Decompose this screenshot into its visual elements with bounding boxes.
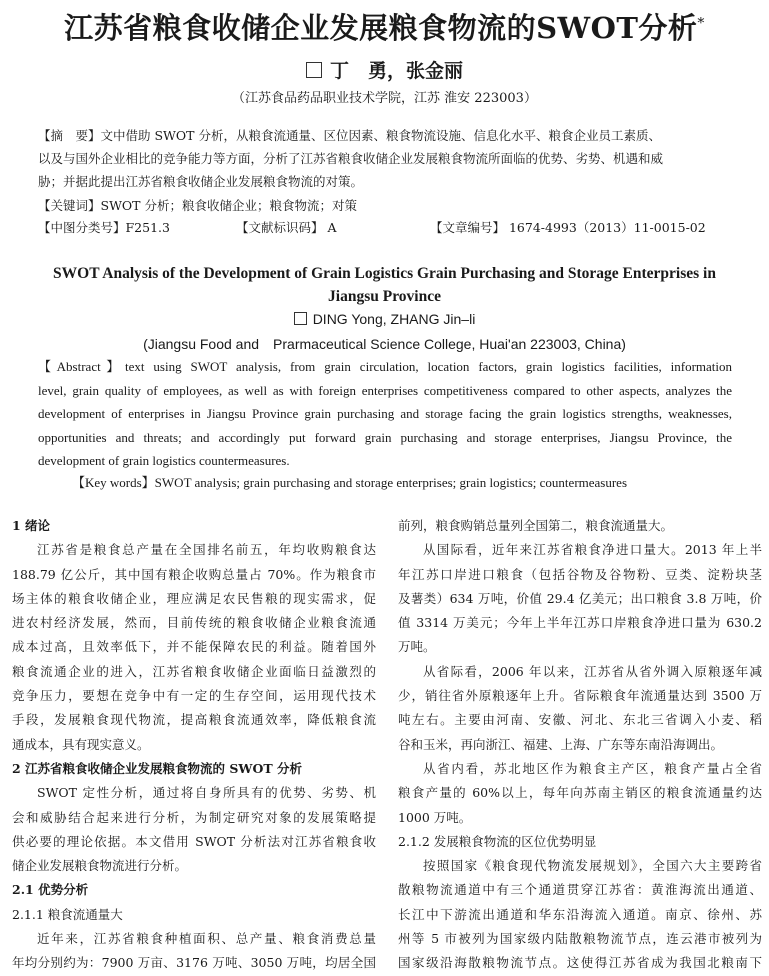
paragraph-line: 竞争压力，要想在竞争中有一定的生存空间，运用现代技术 (12, 688, 376, 704)
title-en-line: Jiangsu Province (328, 288, 441, 305)
abstract-en-line: development of grain logistics countermeasures. (38, 453, 290, 468)
paragraph-line: 188.79 亿公斤，其中国有粮企收购总量占 70%。作为粮食市 (12, 566, 376, 582)
checkbox-square-icon (306, 62, 322, 78)
abstract-cn-line: 胁；并据此提出江苏省粮食收储企业发展粮食物流的对策。 (38, 174, 364, 189)
paragraph-line: 手段，发展粮食现代物流，提高粮食流通效率，降低粮食流 (12, 712, 376, 728)
paragraph-line: 江苏省是粮食总产量在全国排名前五，年均收购粮食达 (37, 542, 376, 558)
paragraph-line: 年均分别约为：7900 万亩、3176 万吨、3050 万吨，均居全国 (12, 955, 376, 971)
paper-title-en (0, 262, 769, 308)
paragraph-line: 场主体的粮食收储企业，理应满足农民售粮的现实需求，促 (12, 590, 376, 606)
paragraph-line: 前列，粮食购销总量列全国第二，粮食流通量大。 (398, 518, 674, 533)
paragraph-line: 进农村经济发展，然而，目前传统的粮食收储企业粮食流通 (12, 615, 376, 631)
paragraph-line: 粮食流通企业的进入，江苏省粮食收储企业面临日益激烈的 (12, 663, 376, 679)
abstract-en-line: opportunities and threats; and accordingly put forward grain purchasing and storage enterprises, Jiangsu Province, the (38, 429, 732, 445)
affiliation-cn: （江苏食品药品职业技术学院，江苏 淮安 223003） (232, 91, 537, 106)
authors-cn-text: 丁 勇，张金丽 (329, 60, 463, 82)
title-en-line: SWOT Analysis of the Development of Grain Logistics Grain Purchasing and Storage Enterprises in (53, 265, 716, 282)
paragraph-line: 会和威胁结合起来进行分析，为制定研究对象的发展策略提 (12, 809, 376, 825)
abstract-cn-line: 【摘 要】文中借助 SWOT 分析，从粮食流通量、区位因素、粮食物流设施、信息化水平、粮食企业员工素质、 (38, 128, 661, 143)
body-column-right (398, 514, 762, 976)
body-column-left (12, 514, 376, 976)
paragraph-line: 散粮物流通道中有三个通道贯穿江苏省：黄淮海流出通道、 (398, 882, 762, 898)
keywords-en: 【Key words】SWOT analysis; grain purchasing and storage enterprises; grain logistics; countermeasures (72, 475, 628, 490)
abstract-en-line: level, grain quality of employees, as well as with foreign enterprises competitiveness compared to other aspects, analyzes the (38, 382, 732, 398)
paragraph-line: 年江苏口岸进口粮食（包括谷物及谷物粉、豆类、淀粉块茎 (398, 566, 762, 582)
paragraph-line: 通成本，具有现实意义。 (12, 736, 150, 752)
abstract-en (38, 355, 732, 473)
authors-cn (0, 56, 769, 83)
footnote-mark: * (697, 15, 705, 32)
paragraph-line: 万吨。 (398, 639, 436, 655)
keywords-cn: 【关键词】SWOT 分析；粮食收储企业；粮食物流；对策 (38, 198, 357, 213)
paragraph-line: 粮食产量的 60%以上，每年向苏南主销区的粮食流通量约达 (398, 785, 762, 801)
abstract-en-line: development of enterprises in Jiangsu Province grain purchasing and storage facing the grain logistics strengths, weaknesses, (38, 406, 732, 421)
paragraph-line: 及薯类）634 万吨，价值 29.4 亿美元；出口粮食 3.8 万吨，价 (398, 590, 762, 606)
paragraph-line: 供必要的理论依据。本文借用 SWOT 分析法对江苏省粮食收 (12, 833, 376, 849)
clc-number: 【中图分类号】F251.3 (38, 220, 170, 235)
authors-en-text: DING Yong, ZHANG Jin–li (312, 311, 476, 327)
paragraph-line: 从省际看，2006 年以来，江苏省从省外调入原粮逐年减 (423, 663, 762, 679)
paragraph-line: 国家级沿海散粮物流节点。这使得江苏省成为我国北粮南下 (398, 955, 762, 971)
abstract-cn (38, 124, 738, 193)
checkbox-square-icon (294, 312, 307, 325)
section-heading: 2 江苏省粮食收储企业发展粮食物流的 SWOT 分析 (12, 760, 303, 776)
paragraph-line: 1000 万吨。 (398, 809, 472, 825)
paragraph-line: 储企业发展粮食物流进行分析。 (12, 858, 188, 874)
abstract-en-line: 【Abstract】text using SWOT analysis, from grain circulation, location factors, grain logistics facilities, information (38, 359, 733, 374)
paragraph-line: 少，销往省外原粮逐年上升。省际粮食年流通量达到 3500 万 (398, 688, 762, 704)
article-number: 【文章编号】 1674-4993（2013）11-0015-02 (430, 220, 706, 235)
abstract-cn-line: 以及与国外企业相比的竞争能力等方面，分析了江苏省粮食收储企业发展粮食物流所面临的优势、劣势、机遇和威 (38, 151, 664, 166)
paragraph-line: 值 3314 万美元；今年上半年江苏口岸粮食净进口量为 630.2 (398, 615, 762, 631)
paragraph-line: 吨左右。主要由河南、安徽、河北、东北三省调入小麦、稻 (398, 712, 762, 728)
subsection-heading: 2.1.1 粮食流通量大 (12, 906, 123, 922)
section-heading: 2.1 优势分析 (12, 882, 89, 898)
paragraph-line: 近年来，江苏省粮食种植面积、总产量、粮食消费总量 (37, 931, 376, 947)
paragraph-line: SWOT 定性分析，通过将自身所具有的优势、劣势、机 (37, 785, 376, 801)
paper-title-cn: 江苏省粮食收储企业发展粮食物流的SWOT分析* (64, 11, 705, 45)
paragraph-line: 从国际看，近年来江苏省粮食净进口量大。2013 年上半 (423, 542, 762, 558)
subsection-heading: 2.1.2 发展粮食物流的区位优势明显 (398, 833, 597, 849)
paragraph-line: 谷和玉米，再向浙江、福建、上海、广东等东南沿海调出。 (398, 736, 724, 752)
authors-en (0, 311, 769, 327)
paragraph-line: 州等 5 市被列为国家级内陆散粮物流节点，连云港市被列为 (398, 931, 762, 947)
section-heading: 1 绪论 (12, 518, 51, 533)
paragraph-line: 成本过高，且效率低下，并不能保障农民的利益。随着国外 (12, 639, 376, 655)
paragraph-line: 长江中下游流出通道和华东沿海流入通道。南京、徐州、苏 (398, 906, 762, 922)
paragraph-line: 从省内看，苏北地区作为粮食主产区，粮食产量占全省 (423, 760, 762, 776)
paragraph-line: 按照国家《粮食现代物流发展规划》，全国六大主要跨省 (423, 858, 762, 874)
affiliation-en: (Jiangsu Food and Prarmaceutical Science College, Huai'an 223003, China) (143, 336, 626, 352)
document-code: 【文献标识码】 A (236, 220, 337, 235)
